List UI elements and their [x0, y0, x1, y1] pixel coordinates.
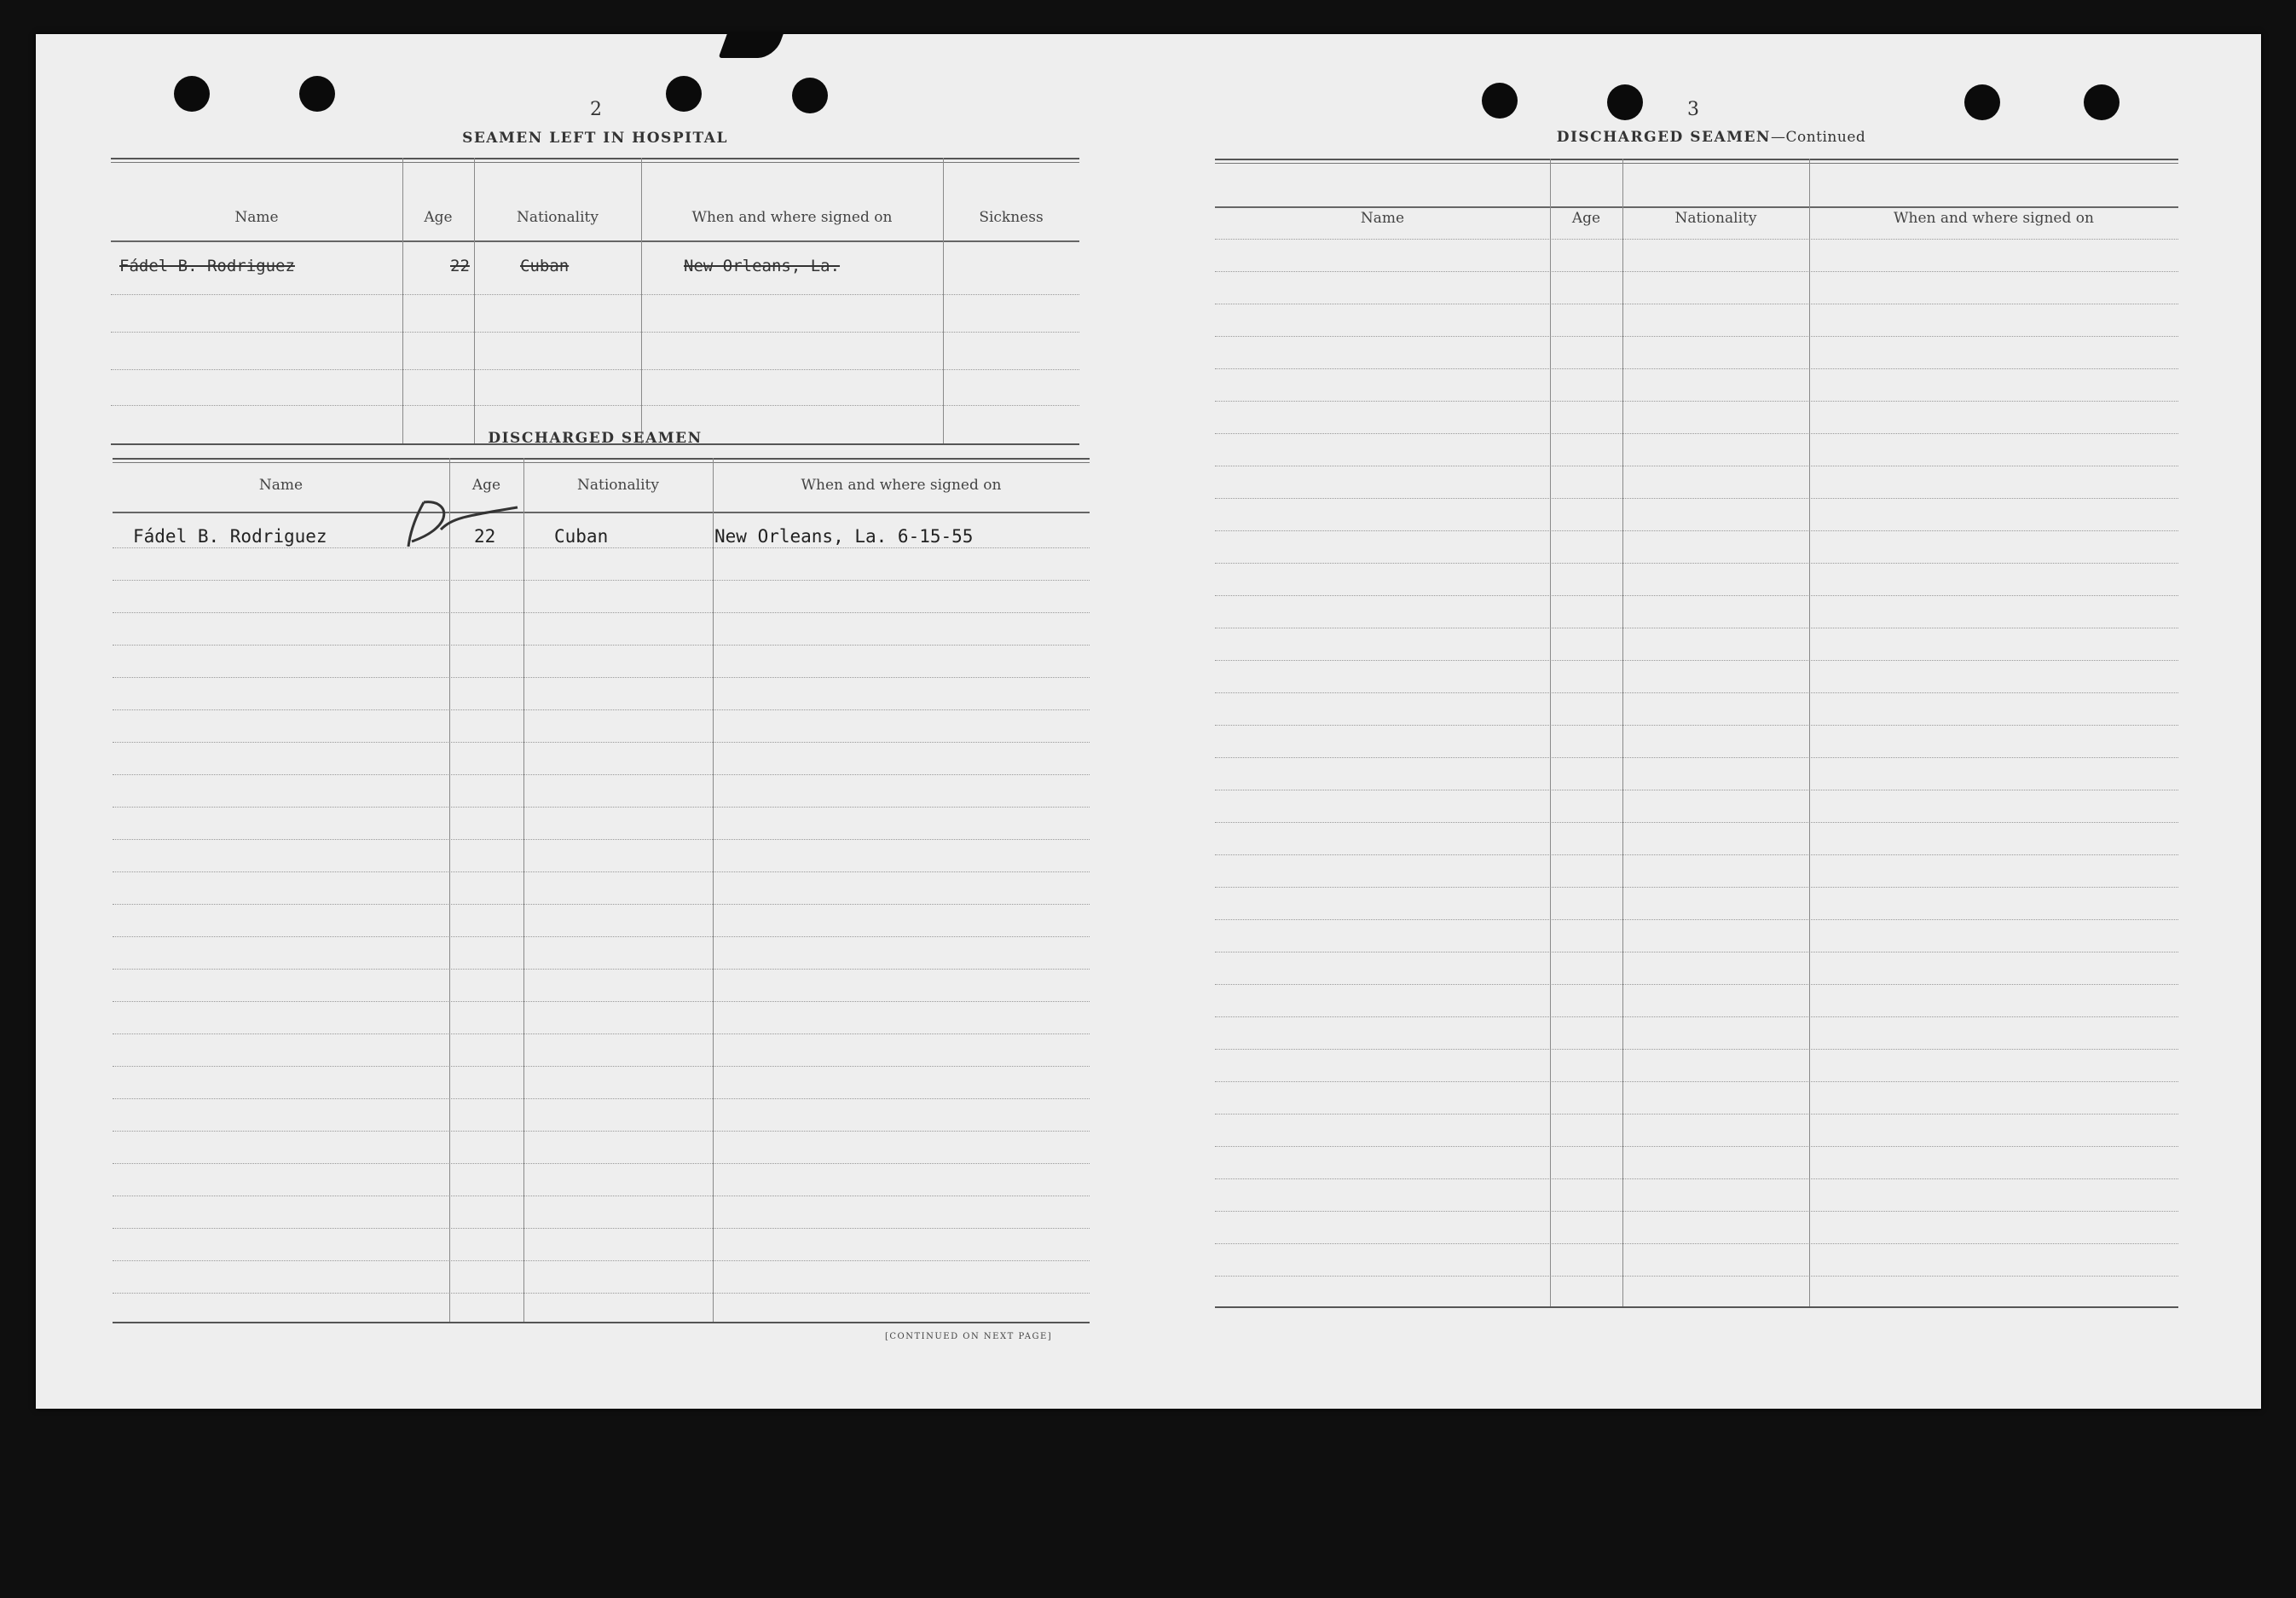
- page-number-right: 3: [1687, 99, 1699, 120]
- hospital-table: [111, 158, 1079, 445]
- hospital-row-signed-on: New Orleans, La.: [684, 257, 841, 275]
- punch-hole: [1964, 84, 2000, 120]
- discharged-section-title: DISCHARGED SEAMEN: [488, 430, 703, 447]
- col-header-signed-on: When and where signed on: [691, 209, 893, 226]
- scanned-document: [36, 34, 2261, 1409]
- col-header-name: Name: [234, 209, 279, 226]
- discharged-row-age: 22: [474, 526, 496, 547]
- col-header-signed-on: When and where signed on: [1894, 210, 2094, 227]
- continued-note: [CONTINUED ON NEXT PAGE]: [885, 1332, 1053, 1341]
- hospital-row-name: Fádel B. Rodriguez: [119, 257, 295, 275]
- col-header-age: Age: [424, 209, 453, 226]
- col-header-nationality: Nationality: [577, 477, 659, 494]
- discharged-continued-title: DISCHARGED SEAMEN—Continued: [1556, 129, 1866, 146]
- punch-hole: [1607, 84, 1643, 120]
- punch-hole: [666, 76, 702, 112]
- col-header-signed-on: When and where signed on: [801, 477, 1002, 494]
- punch-hole: [174, 76, 210, 112]
- discharged-row-name: Fádel B. Rodriguez: [133, 526, 327, 547]
- punch-hole: [792, 78, 828, 113]
- discharged-continued-table: [1215, 159, 2178, 1308]
- col-header-age: Age: [471, 477, 501, 494]
- hospital-row-age: 22: [450, 257, 470, 275]
- col-header-nationality: Nationality: [517, 209, 599, 226]
- punch-hole: [2084, 84, 2120, 120]
- col-header-age: Age: [1571, 210, 1601, 227]
- col-header-nationality: Nationality: [1674, 210, 1757, 227]
- discharged-row-nationality: Cuban: [554, 526, 609, 547]
- punch-hole: [299, 76, 335, 112]
- punch-hole: [1482, 83, 1518, 119]
- handwritten-initials: [390, 492, 526, 552]
- hospital-row-nationality: Cuban: [520, 257, 570, 275]
- discharged-row-signed-on: New Orleans, La. 6-15-55: [714, 526, 974, 547]
- col-header-name: Name: [258, 477, 304, 494]
- col-header-name: Name: [1360, 210, 1405, 227]
- discharged-table: [113, 458, 1090, 1323]
- page-number-left: 2: [590, 99, 602, 120]
- paper-tear: [719, 32, 784, 58]
- col-header-sickness: Sickness: [979, 209, 1044, 226]
- hospital-section-title: SEAMEN LEFT IN HOSPITAL: [462, 130, 728, 147]
